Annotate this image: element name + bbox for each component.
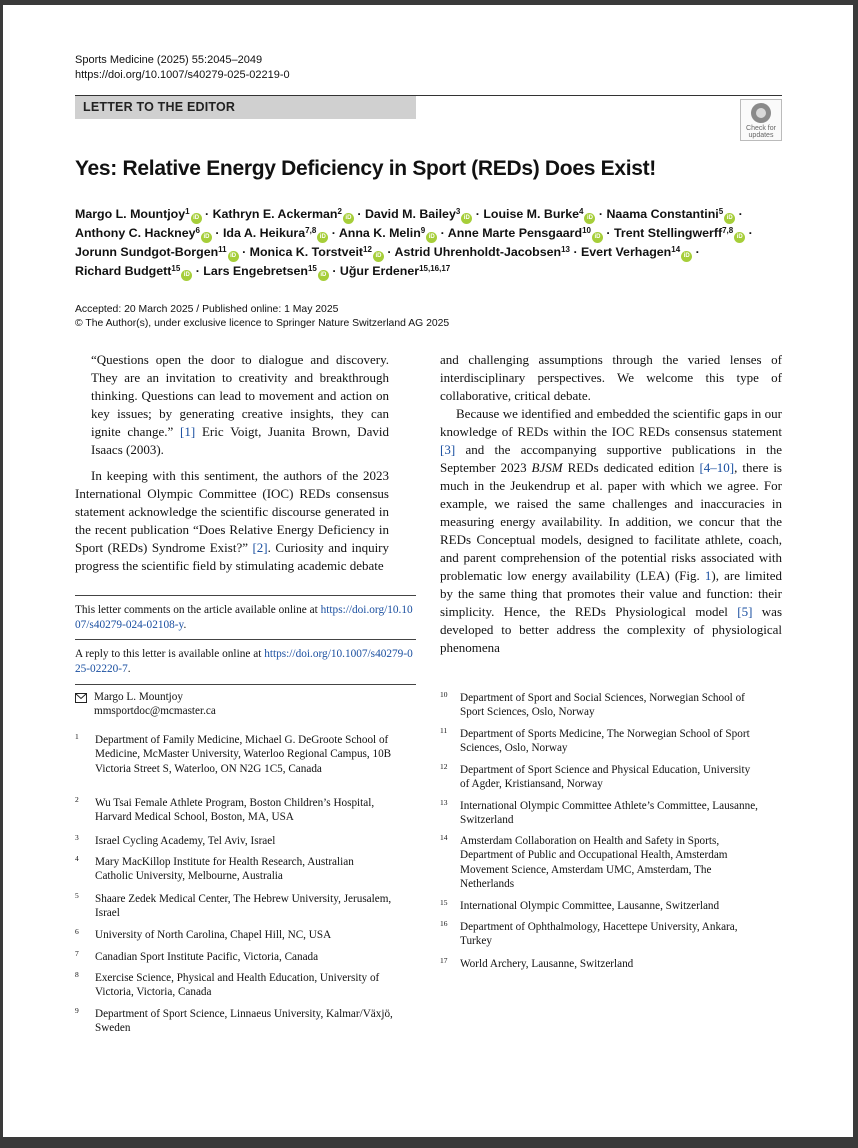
viewer-frame-right xyxy=(853,0,858,1148)
paragraph-left-1: In keeping with this sentiment, the authors of the 2023 International Olympic Committee (IOC) REDs consensus statement acknowledge the scientific discourse generated in the recent publication “Does Relative Energy Deficiency in Sport (REDs) Syndrome Exist?” [2]. Curiosity and inquiry progress the scientific field by stimulating academic debate xyxy=(75,468,390,573)
affiliation-number: 8 xyxy=(75,970,79,979)
author-separator: · xyxy=(383,245,395,259)
affiliation-number: 6 xyxy=(75,927,79,936)
citation-link[interactable]: [2] xyxy=(252,540,268,555)
affiliation-text: Department of Family Medicine, Michael G. DeGroote School of Medicine, McMaster University, Waterloo Regional Campus, 10B Victoria Street S, Waterloo, ON N2G 1C5, Canada xyxy=(95,734,392,775)
reply-note: A reply to this letter is available online at https://doi.org/10.1007/s40279-025-02220-7. xyxy=(75,648,413,675)
author-separator: · xyxy=(735,207,743,221)
author-affiliation-ref: 5 xyxy=(718,207,724,216)
journal-header xyxy=(75,53,290,83)
affiliation-text: Department of Sport Science, Linnaeus University, Kalmar/Växjö, Sweden xyxy=(95,1008,393,1035)
author-affiliation-ref: 2 xyxy=(337,207,342,216)
check-updates-line2: updates xyxy=(748,132,774,139)
author[interactable] xyxy=(75,264,192,278)
paragraph-right-2: Because we identified and embedded the scientific gaps in our knowledge of REDs within the IOC REDs consensus statement [3] and the accompanying supportive publications in the September 2023 BJSM REDs dedicated edition [4–10], there is much in the Jeukendrup et al. paper with which we agree. For example, we raised the same challenges and inaccuracies in measuring energy availability. In addition, we concur that the REDs Conceptual models, designed to facilitate athlete, coach, and parent comprehension of the potential risks associated with problematic low energy availability (LEA) (Fig. 1), are limited by the same thing that promotes their value and function: their simplicity. Hence, the REDs Physiological model [5] was developed to better address the complexity of physiological phenomena xyxy=(440,406,783,655)
affiliation-number: 15 xyxy=(440,898,448,907)
affiliation-text: Amsterdam Collaboration on Health and Safety in Sports, Department of Public and Occupational Health, Amsterdam Movement Science, Amsterdam UMC, Amsterdam, The Netherlands xyxy=(460,835,728,890)
affiliation-text: World Archery, Lausanne, Switzerland xyxy=(460,958,634,970)
author-name: Ida A. Heikura xyxy=(222,226,306,240)
affiliation-number: 3 xyxy=(75,833,79,842)
orcid-icon[interactable]: iD xyxy=(373,251,384,262)
check-for-updates-badge[interactable] xyxy=(740,99,782,141)
author-affiliation-ref: 3 xyxy=(455,207,461,216)
author-separator: · xyxy=(570,245,582,259)
affiliation-item xyxy=(440,899,740,913)
author-separator: · xyxy=(472,207,484,221)
affiliation-item xyxy=(440,798,758,828)
author-separator: · xyxy=(211,226,223,240)
affiliation-number: 16 xyxy=(440,919,448,928)
author-separator: · xyxy=(192,264,204,278)
notes-rule-bottom xyxy=(75,684,416,685)
author-separator: · xyxy=(745,226,753,240)
orcid-icon[interactable]: iD xyxy=(317,232,328,243)
accepted-published: Accepted: 20 March 2025 / Published online: 1 May 2025 xyxy=(75,304,339,315)
author[interactable] xyxy=(581,245,692,259)
affiliation-text: International Olympic Committee Athlete’s Committee, Lausanne, Switzerland xyxy=(460,800,758,827)
orcid-icon[interactable]: iD xyxy=(318,270,329,281)
affiliation-item xyxy=(75,928,375,942)
check-updates-line1: Check for xyxy=(746,125,776,132)
author-separator: · xyxy=(328,226,339,240)
author-affiliation-ref: 15,16,17 xyxy=(419,264,451,273)
orcid-icon[interactable]: iD xyxy=(228,251,239,262)
author[interactable] xyxy=(339,226,437,240)
author-affiliation-ref: 10 xyxy=(582,226,591,235)
affiliation-item xyxy=(440,726,750,756)
author[interactable] xyxy=(606,207,735,221)
author-affiliation-ref: 15 xyxy=(171,264,181,273)
affiliation-text: Exercise Science, Physical and Health Education, University of Victoria, Victoria, Canada xyxy=(95,972,380,999)
author[interactable] xyxy=(75,207,202,221)
affiliation-item xyxy=(75,1006,393,1036)
affiliation-number: 14 xyxy=(440,833,448,842)
author-affiliation-ref: 9 xyxy=(420,226,426,235)
author-separator: · xyxy=(437,226,448,240)
affiliation-item xyxy=(75,855,375,884)
author-name: David M. Bailey xyxy=(364,207,456,221)
author[interactable] xyxy=(395,245,571,259)
author[interactable] xyxy=(614,226,745,240)
affiliation-item xyxy=(440,957,740,971)
affiliation-item xyxy=(440,762,751,792)
affiliation-text: Department of Sport and Social Sciences, Norwegian School of Sport Sciences, Oslo, Norway xyxy=(460,692,745,719)
affiliation-item xyxy=(75,834,375,848)
affiliation-number: 9 xyxy=(75,1006,79,1015)
author-name: Anthony C. Hackney xyxy=(75,226,196,240)
orcid-icon[interactable]: iD xyxy=(343,213,354,224)
author[interactable] xyxy=(365,207,472,221)
author[interactable] xyxy=(75,226,212,240)
section-label-bar xyxy=(75,95,416,119)
author-separator: · xyxy=(595,207,607,221)
affiliation-item xyxy=(75,950,375,964)
author-affiliation-ref: 15 xyxy=(307,264,317,273)
affiliation-text: University of North Carolina, Chapel Hill, NC, USA xyxy=(95,929,332,941)
viewer-frame-top xyxy=(0,0,858,5)
author[interactable] xyxy=(250,245,384,259)
affiliation-number: 17 xyxy=(440,956,448,965)
affiliation-item xyxy=(75,891,392,921)
affiliation-text: Israel Cycling Academy, Tel Aviv, Israel xyxy=(95,835,276,847)
affiliation-item xyxy=(440,920,740,949)
reply-doi-link[interactable]: https://doi.org/10.1007/s40279-025-02220-7 xyxy=(75,648,413,675)
author-name: Kathryn E. Ackerman xyxy=(212,207,338,221)
author-name: Louise M. Burke xyxy=(483,207,580,221)
orcid-icon[interactable]: iD xyxy=(426,232,437,243)
affiliation-number: 13 xyxy=(440,798,448,807)
viewer-frame-left xyxy=(0,0,3,1148)
citation-link[interactable]: [1] xyxy=(180,424,196,439)
orcid-icon[interactable]: iD xyxy=(201,232,212,243)
affiliation-text: Wu Tsai Female Athlete Program, Boston Children’s Hospital, Harvard Medical School, Boston, MA, USA xyxy=(95,797,375,824)
author-affiliation-ref: 12 xyxy=(363,245,372,254)
citation-link[interactable]: [4–10] xyxy=(699,460,735,475)
check-for-updates-icon xyxy=(751,103,771,123)
author-separator: · xyxy=(602,226,614,240)
author-name: Astrid Uhrenholdt-Jacobsen xyxy=(394,245,562,259)
paragraph-right-1: and challenging assumptions through the varied lenses of interdisciplinary perspectives. We welcome this type of collaborative, critical debate. xyxy=(440,352,782,403)
copyright-line: © The Author(s), under exclusive licence to Springer Nature Switzerland AG 2025 xyxy=(75,318,450,329)
author-name: Lars Engebretsen xyxy=(203,264,308,278)
author[interactable] xyxy=(448,226,603,240)
affiliation-item xyxy=(75,796,375,825)
affiliation-item xyxy=(75,732,392,776)
citation-link[interactable]: [3] xyxy=(440,442,456,457)
author[interactable] xyxy=(483,207,595,221)
author-name: Monica K. Torstveit xyxy=(249,245,364,259)
author-separator: · xyxy=(328,264,340,278)
affiliation-text: Department of Ophthalmology, Hacettepe University, Ankara, Turkey xyxy=(460,921,738,948)
affiliation-item xyxy=(75,970,380,1000)
affiliation-text: International Olympic Committee, Lausanne, Switzerland xyxy=(460,900,720,912)
orcid-icon[interactable]: iD xyxy=(584,213,595,224)
author[interactable] xyxy=(203,264,329,278)
correspondence-name: Margo L. Mountjoy xyxy=(94,691,183,703)
affiliation-item xyxy=(440,690,745,720)
affiliation-text: Shaare Zedek Medical Center, The Hebrew University, Jerusalem, Israel xyxy=(95,893,392,920)
author-affiliation-ref: 6 xyxy=(195,226,200,235)
author-affiliation-ref: 13 xyxy=(561,245,571,254)
author-name: Anna K. Melin xyxy=(338,226,421,240)
article-dates xyxy=(75,303,449,331)
affiliation-text: Canadian Sport Institute Pacific, Victoria, Canada xyxy=(95,951,319,963)
author-affiliation-ref: 7,8 xyxy=(722,226,734,235)
article-title: Yes: Relative Energy Deficiency in Sport (REDs) Does Exist! xyxy=(75,157,656,180)
author-separator: · xyxy=(353,207,365,221)
epigraph-quote: “Questions open the door to dialogue and discovery. They are an invitation to creativity and breakthrough thinking. Questions can lead to movement and action on key issues; by generating creative insights, they can ignite change.” [1] Eric Voigt, Juanita Brown, David Isaacs (2003). xyxy=(91,352,389,457)
envelope-icon xyxy=(75,693,87,703)
affiliation-text: Department of Sports Medicine, The Norwegian School of Sport Sciences, Oslo, Norway xyxy=(460,728,750,755)
orcid-icon[interactable]: iD xyxy=(181,270,192,281)
author-name: Naama Constantini xyxy=(606,207,719,221)
affiliation-text: Department of Sport Science and Physical Education, University of Agder, Kristiansand, Norway xyxy=(460,764,751,791)
orcid-icon[interactable]: iD xyxy=(592,232,603,243)
author-name: Richard Budgett xyxy=(75,264,172,278)
journal-citation: Sports Medicine (2025) 55:2045–2049 xyxy=(75,54,263,66)
author-name: Margo L. Mountjoy xyxy=(75,207,186,221)
affiliation-number: 10 xyxy=(440,690,448,699)
affiliation-number: 7 xyxy=(75,949,79,958)
author[interactable] xyxy=(75,245,239,259)
notes-rule-mid xyxy=(75,639,416,640)
orcid-icon[interactable]: iD xyxy=(461,213,472,224)
orcid-icon[interactable]: iD xyxy=(734,232,745,243)
figure-link[interactable]: 1 xyxy=(704,568,712,583)
affiliation-number: 1 xyxy=(75,732,79,741)
notes-rule-top xyxy=(75,595,416,596)
comment-doi-link[interactable]: https://doi.org/10.1007/s40279-024-02108-y xyxy=(75,604,413,631)
author-affiliation-ref: 7,8 xyxy=(305,226,317,235)
citation-link[interactable]: [5] xyxy=(737,604,753,619)
section-label: LETTER TO THE EDITOR xyxy=(83,100,236,114)
author-separator: · xyxy=(238,245,250,259)
author-affiliation-ref: 11 xyxy=(218,245,227,254)
affiliation-text: Mary MacKillop Institute for Health Research, Australian Catholic University, Melbourne, Australia xyxy=(95,856,354,883)
author-list xyxy=(75,205,790,281)
author-separator: · xyxy=(201,207,213,221)
affiliation-item xyxy=(440,834,740,891)
author[interactable] xyxy=(223,226,328,240)
comment-note: This letter comments on the article available online at https://doi.org/10.1007/s40279-024-02108-y. xyxy=(75,604,413,631)
author-separator: · xyxy=(692,245,700,259)
orcid-icon[interactable]: iD xyxy=(724,213,735,224)
header-rule xyxy=(416,95,782,96)
author-name: Anne Marte Pensgaard xyxy=(447,226,583,240)
affiliation-number: 12 xyxy=(440,762,448,771)
author[interactable] xyxy=(340,264,450,278)
orcid-icon[interactable]: iD xyxy=(191,213,202,224)
author-affiliation-ref: 1 xyxy=(185,207,190,216)
author-name: Jorunn Sundgot-Borgen xyxy=(75,245,219,259)
author-name: Trent Stellingwerff xyxy=(613,226,723,240)
orcid-icon[interactable]: iD xyxy=(681,251,692,262)
author-affiliation-ref: 4 xyxy=(579,207,584,216)
author-name: Uğur Erdener xyxy=(339,264,420,278)
correspondence-email[interactable]: mmsportdoc@mcmaster.ca xyxy=(94,705,216,718)
affiliation-number: 11 xyxy=(440,726,448,735)
author-affiliation-ref: 14 xyxy=(671,245,681,254)
journal-doi[interactable]: https://doi.org/10.1007/s40279-025-02219-0 xyxy=(75,69,290,81)
viewer-frame-bottom xyxy=(0,1137,858,1148)
affiliation-number: 4 xyxy=(75,854,79,863)
author[interactable] xyxy=(213,207,354,221)
affiliation-number: 2 xyxy=(75,795,79,804)
author-name: Evert Verhagen xyxy=(581,245,672,259)
affiliation-number: 5 xyxy=(75,891,79,900)
